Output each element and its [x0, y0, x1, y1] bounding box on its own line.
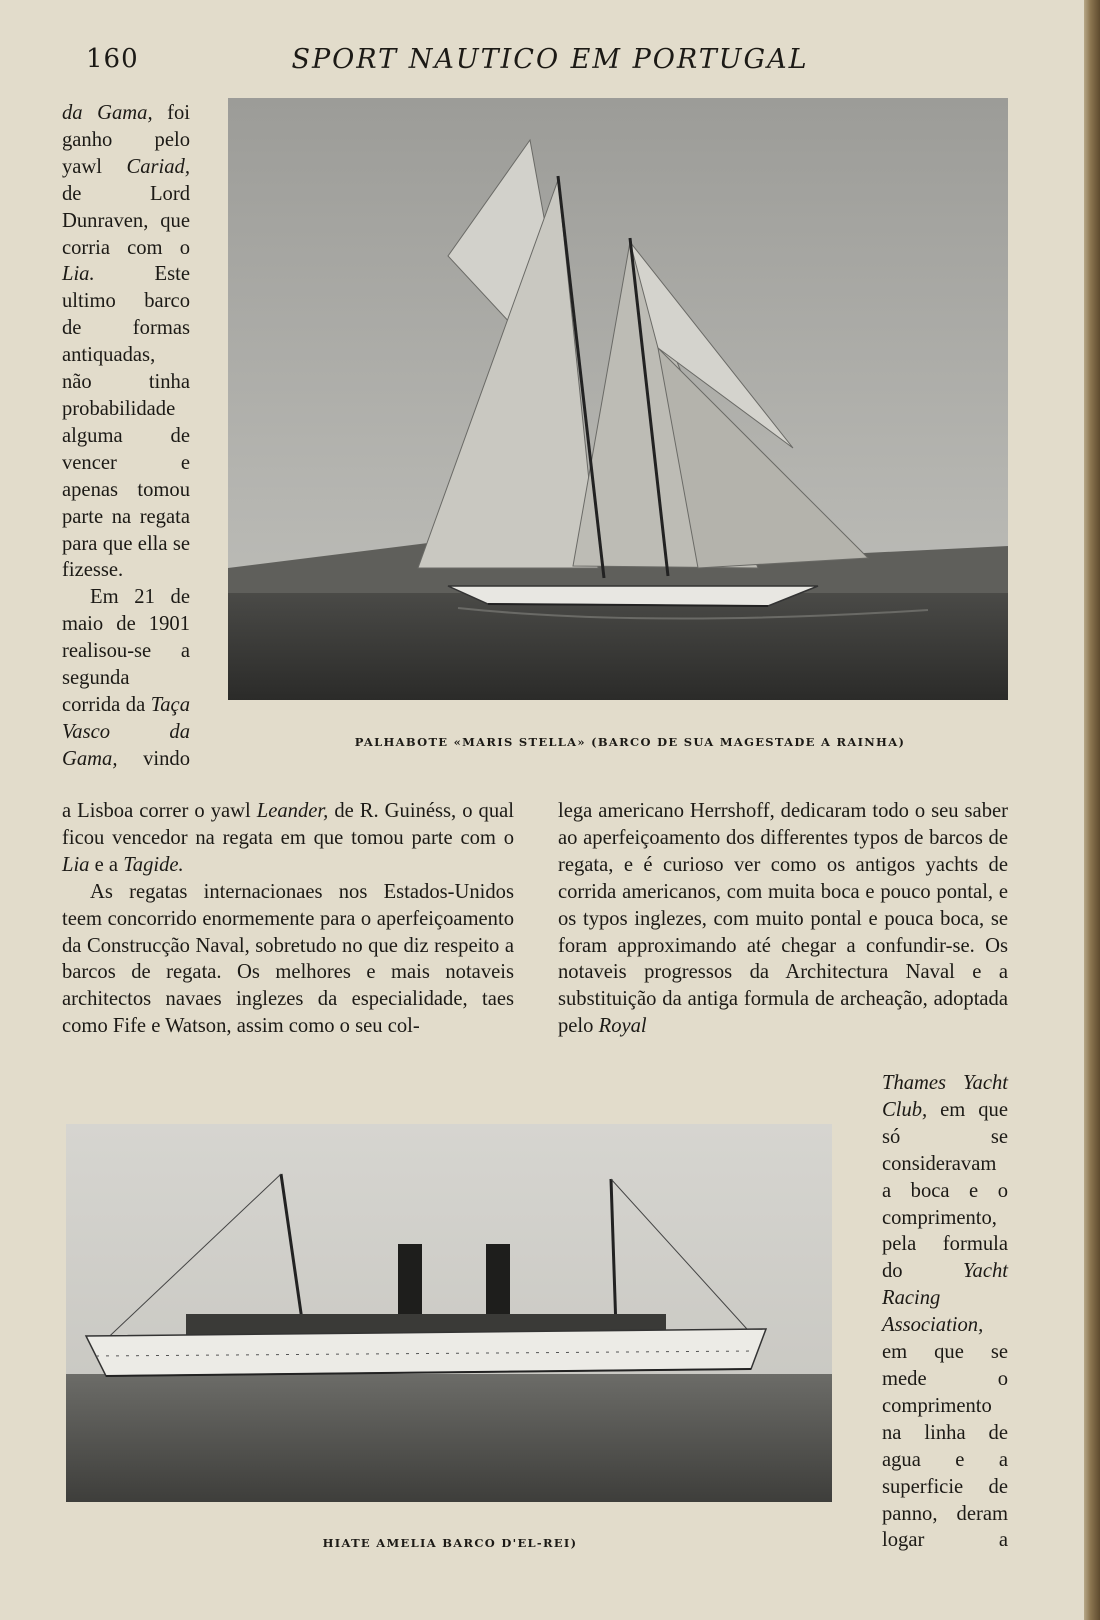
photo2-caption: HIATE AMELIA BARCO D'EL-REI): [322, 1536, 578, 1550]
text-run: em que se mede o comprimento na linha de agua e a superficie de panno, deram logar a: [882, 1341, 1008, 1552]
text-italic: Tagide.: [123, 853, 184, 876]
running-title: SPORT NAUTICO EM PORTUGAL: [291, 44, 809, 75]
text-italic: Leander,: [256, 800, 329, 822]
text-run: a Lisboa correr o yawl: [62, 800, 257, 822]
right-column: [558, 798, 1008, 1040]
photo-schooner-maris-stella: [228, 98, 1008, 700]
page-number: 160: [86, 44, 139, 74]
text-italic: Yacht Racing Association,: [882, 1260, 1008, 1337]
text-italic: Taça Vasco da Gama,: [62, 693, 190, 770]
text-run: foi ganho pelo yawl: [62, 102, 191, 178]
text-run: lega americano Herrshoff, dedicaram todo o seu saber ao aperfeiçoamento dos differentes typos de barcos de regata, e é curioso ver como os antigos yachts de corrida americanos, com muita boca e pouco pontal, e os typos inglezes, com muito pontal e pouca boca, se foram approximando até chegar a confundir-se. Os notaveis progressos da Architectura Naval e a substituição da antiga formula de archeação, adoptada pelo: [558, 800, 1008, 1038]
photo1-caption: PALHABOTE «MARIS STELLA» (BARCO DE SUA MAGESTADE A RAINHA): [354, 735, 906, 749]
photo-steam-yacht-amelia: [66, 1124, 832, 1502]
text-italic: Lia.: [62, 263, 95, 286]
text-run: de Lord Dunraven, que corria com o: [62, 182, 190, 259]
narrow-right-column: [882, 1070, 1008, 1554]
text-italic: Lia: [62, 853, 90, 876]
narrow-left-column: [62, 100, 190, 773]
text-run: Este ultimo barco de formas antiquadas, não tinha probabilidade alguma de vencer e apenas tomou parte na regata para que ella se fizesse.: [62, 263, 190, 582]
paragraph: As regatas internacionaes nos Estados-Unidos teem concorrido enormemente para o aperfeiçoamento da Construcção Naval, sobretudo no que diz respeito a barcos de regata. Os melhores e mais notaveis architectos navaes inglezes da especialidade, taes como Fife e Watson, assim como o seu col-: [62, 880, 514, 1038]
text-italic: Thames Yacht Club,: [882, 1072, 1008, 1121]
text-run: em que só se consideravam a boca e o comprimento, pela formula do: [882, 1098, 1008, 1283]
page-edge-shadow: [1084, 0, 1100, 1620]
left-column: [62, 798, 514, 1040]
page-header: [0, 44, 1084, 84]
text-italic: Royal: [598, 1015, 647, 1038]
text-run: Em 21 de maio de 1901 realisou-se a segunda corrida da: [62, 586, 190, 716]
text-italic: da Gama,: [62, 102, 153, 124]
text-run: vindo: [117, 747, 190, 770]
text-run: de R. Guinéss, o qual ficou vencedor na regata em que tomou parte com o: [62, 800, 514, 849]
text-run: e a: [89, 853, 124, 876]
text-italic: Cariad,: [126, 155, 190, 178]
